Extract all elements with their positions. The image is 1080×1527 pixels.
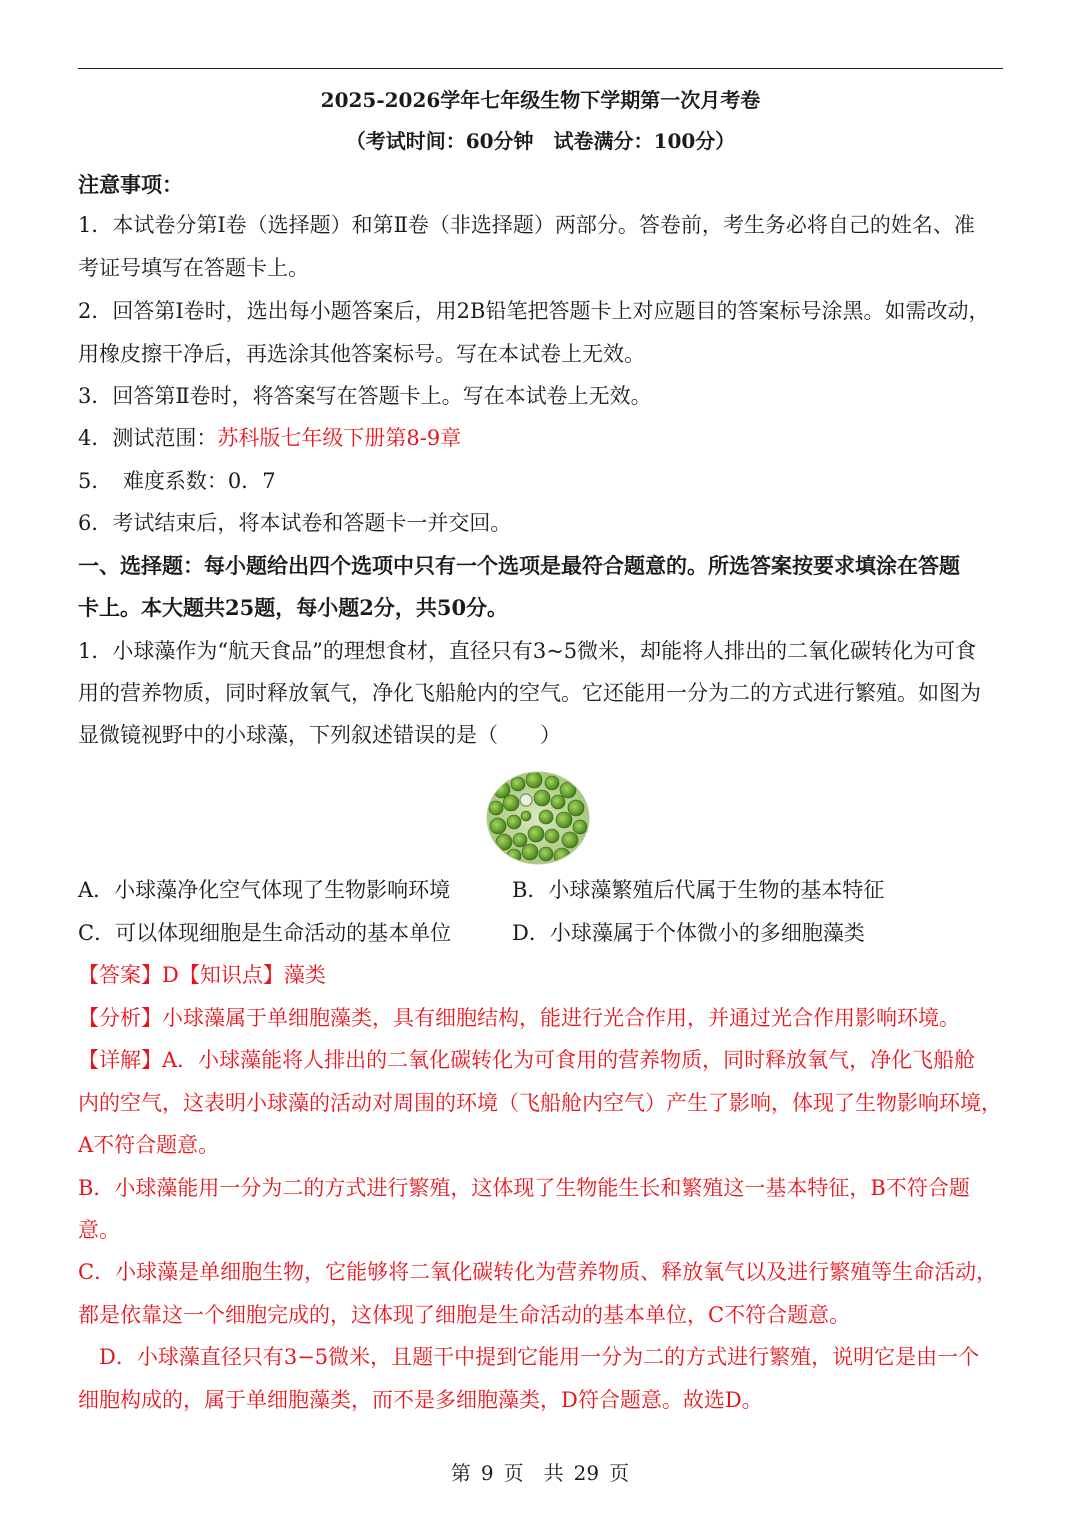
footer-page-number: 9: [480, 1461, 494, 1485]
algae-micrograph: [484, 770, 592, 866]
detail-line: B．小球藻能用一分为二的方式进行繁殖，这体现了生物能生长和繁殖这一基本特征，B不符合题: [78, 1176, 970, 1200]
detail-line: C．小球藻是单细胞生物，它能够将二氧化碳转化为营养物质、释放氧气以及进行繁殖等生命活动，: [78, 1260, 998, 1284]
detail-line: D．小球藻直径只有3−5微米，且题干中提到它能用一分为二的方式进行繁殖，说明它是由一个: [78, 1345, 980, 1369]
detail-line: 内的空气，这表明小球藻的活动对周围的环境（飞船舱内空气）产生了影响，体现了生物影响环境，: [78, 1091, 1002, 1115]
question-stem: 显微镜视野中的小球藻，下列叙述错误的是（ ）: [78, 723, 561, 747]
notice-line: 2．回答第Ⅰ卷时，选出每小题答案后，用2B铅笔把答题卡上对应题目的答案标号涂黑。如需改动，: [78, 299, 990, 323]
question-stem: 1．小球藻作为“航天食品”的理想食材，直径只有3~5微米，却能将人排出的二氧化碳转化为可食: [78, 639, 977, 663]
option-c: C．可以体现细胞是生命活动的基本单位: [78, 921, 452, 945]
detail-line: A不符合题意。: [78, 1133, 220, 1157]
notice-line: 1．本试卷分第Ⅰ卷（选择题）和第Ⅱ卷（非选择题）两部分。答卷前，考生务必将自己的姓名、准: [78, 213, 975, 237]
notice-difficulty: 5． 难度系数：0．7: [78, 469, 276, 493]
notice-heading: 注意事项：: [78, 172, 183, 197]
option-b: B．小球藻繁殖后代属于生物的基本特征: [512, 878, 885, 902]
detail-line: 都是依靠这一个细胞完成的，这体现了细胞是生命活动的基本单位，C不符合题意。: [78, 1303, 851, 1327]
notice-line: 考证号填写在答题卡上。: [78, 256, 309, 280]
section-heading: 一、选择题：每小题给出四个选项中只有一个选项是最符合题意的。所选答案按要求填涂在答题: [78, 553, 960, 578]
notice-line: 6．考试结束后，将本试卷和答题卡一并交回。: [78, 511, 512, 535]
notice-line: 3．回答第Ⅱ卷时，将答案写在答题卡上。写在本试卷上无效。: [78, 384, 652, 408]
detail-line: 细胞构成的，属于单细胞藻类，而不是多细胞藻类，D符合题意。故选D。: [78, 1388, 763, 1412]
footer-label: 第: [450, 1461, 471, 1485]
question-stem: 用的营养物质，同时释放氧气，净化飞船舱内的空气。它还能用一分为二的方式进行繁殖。如图为: [78, 681, 981, 705]
notice-line: 用橡皮擦干净后，再选涂其他答案标号。写在本试卷上无效。: [78, 342, 645, 366]
detail-line: 【详解】A．小球藻能将人排出的二氧化碳转化为可食用的营养物质，同时释放氧气，净化飞船舱: [78, 1048, 976, 1072]
answer-line: 【答案】D【知识点】藻类: [78, 963, 326, 987]
option-a: A．小球藻净化空气体现了生物影响环境: [78, 878, 451, 902]
footer-label: 页 共: [503, 1461, 564, 1485]
notice-scope: [78, 423, 1003, 453]
footer-label: 页: [609, 1461, 630, 1485]
header-rule: [78, 68, 1003, 69]
footer-total-pages: 29: [573, 1461, 600, 1485]
analysis-line: 【分析】小球藻属于单细胞藻类，具有细胞结构，能进行光合作用，并通过光合作用影响环境。: [78, 1006, 960, 1030]
section-heading: 卡上。本大题共25题，每小题2分，共50分。: [78, 595, 509, 620]
exam-title: 2025-2026学年七年级生物下学期第一次月考卷: [320, 88, 761, 112]
notice-scope-prefix: 4．测试范围：: [78, 426, 218, 450]
page-footer: [0, 1458, 1080, 1488]
exam-subtitle: （考试时间：60分钟 试卷满分：100分）: [345, 129, 736, 153]
option-d: D．小球藻属于个体微小的多细胞藻类: [512, 921, 865, 945]
detail-line: 意。: [78, 1218, 120, 1242]
notice-scope-value: 苏科版七年级下册第8-9章: [217, 426, 462, 450]
